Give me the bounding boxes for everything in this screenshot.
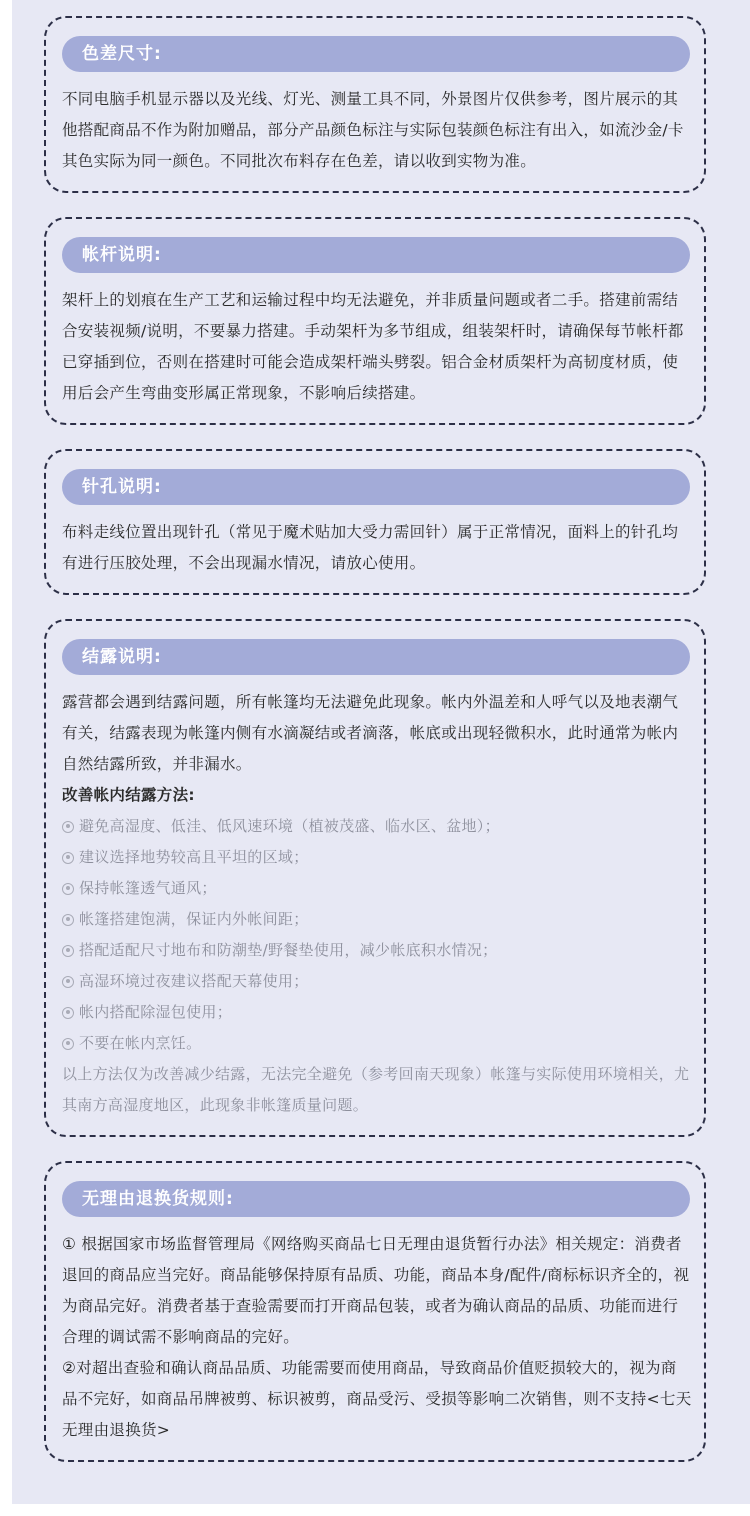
tip-item [62, 842, 692, 873]
notice-page [12, 0, 750, 1504]
condensation-section [44, 619, 706, 1137]
circle-bullet-icon [62, 1007, 74, 1019]
circle-bullet-icon [62, 821, 74, 833]
circle-bullet-icon [62, 883, 74, 895]
section-paragraph: 不同电脑手机显示器以及光线、灯光、测量工具不同，外景图片仅供参考，图片展示的其他搭配商品不作为附加赠品，部分产品颜色标注与实际包装颜色标注有出入，如流沙金/卡其色实际为同一颜色。不同批次布料存在色差，请以收到实物为准。 [62, 90, 684, 170]
tips-note: 以上方法仅为改善减少结露，无法完全避免（参考回南天现象）帐篷与实际使用环境相关，尤其南方高湿度地区，此现象非帐篷质量问题。 [62, 1065, 690, 1114]
circle-bullet-icon [62, 914, 74, 926]
tip-item [62, 997, 692, 1028]
section-title: 色差尺寸: [62, 36, 690, 72]
tip-item [62, 904, 692, 935]
tip-text: 搭配适配尺寸地布和防潮垫/野餐垫使用，减少帐底积水情况； [79, 941, 498, 959]
tip-item [62, 873, 692, 904]
section-title: 结露说明: [62, 639, 690, 675]
section-paragraph: ① 根据国家市场监督管理局《网络购买商品七日无理由退货暂行办法》相关规定：消费者退回的商品应当完好。商品能够保持原有品质、功能，商品本身/配件/商标标识齐全的，视为商品完好。消费者基于查验需要而打开商品包装，或者为确认商品的品质、功能而进行合理的调试需不影响商品的完好。 [62, 1235, 690, 1346]
tip-item [62, 966, 692, 997]
section-paragraph: 架杆上的划痕在生产工艺和运输过程中均无法避免，并非质量问题或者二手。搭建前需结合安装视频/说明，不要暴力搭建。手动架杆为多节组成，组装架杆时，请确保每节帐杆都已穿插到位，否则在搭建时可能会造成架杆端头劈裂。铝合金材质架杆为高韧度材质，使用后会产生弯曲变形属正常现象，不影响后续搭建。 [62, 291, 684, 402]
circle-bullet-icon [62, 945, 74, 957]
tip-text: 高湿环境过夜建议搭配天幕使用； [79, 972, 309, 990]
tip-text: 帐篷搭建饱满，保证内外帐间距； [79, 910, 309, 928]
section-title: 无理由退换货规则: [62, 1181, 690, 1217]
return-policy-section [44, 1161, 706, 1462]
circle-bullet-icon [62, 976, 74, 988]
tip-text: 不要在帐内烹饪。 [79, 1034, 202, 1052]
section-title: 针孔说明: [62, 469, 690, 505]
tip-text: 保持帐篷透气通风； [79, 879, 217, 897]
tip-item [62, 935, 692, 966]
circle-bullet-icon [62, 1038, 74, 1050]
section-paragraph: 露营都会遇到结露问题，所有帐篷均无法避免此现象。帐内外温差和人呼气以及地表潮气有关，结露表现为帐篷内侧有水滴凝结或者滴落，帐底或出现轻微积水，此时通常为帐内自然结露所致，并非漏水。 [62, 693, 679, 773]
circle-bullet-icon [62, 852, 74, 864]
pinhole-section [44, 449, 706, 595]
tips-heading: 改善帐内结露方法: [62, 786, 195, 804]
tent-pole-section [44, 217, 706, 425]
section-paragraph: ②对超出查验和确认商品品质、功能需要而使用商品，导致商品价值贬损较大的，视为商品不完好，如商品吊牌被剪、标识被剪，商品受污、受损等影响二次销售，则不支持<七天无理由退换货> [62, 1359, 692, 1439]
tip-text: 帐内搭配除湿包使用； [79, 1003, 233, 1021]
tip-item [62, 811, 692, 842]
color-size-section [44, 16, 706, 193]
section-paragraph: 布料走线位置出现针孔（常见于魔术贴加大受力需回针）属于正常情况，面料上的针孔均有进行压胶处理，不会出现漏水情况，请放心使用。 [62, 523, 679, 572]
tip-text: 避免高湿度、低洼、低风速环境（植被茂盛、临水区、盆地）； [79, 817, 500, 835]
section-title: 帐杆说明: [62, 237, 690, 273]
tip-text: 建议选择地势较高且平坦的区域； [79, 848, 309, 866]
tip-item [62, 1028, 692, 1059]
